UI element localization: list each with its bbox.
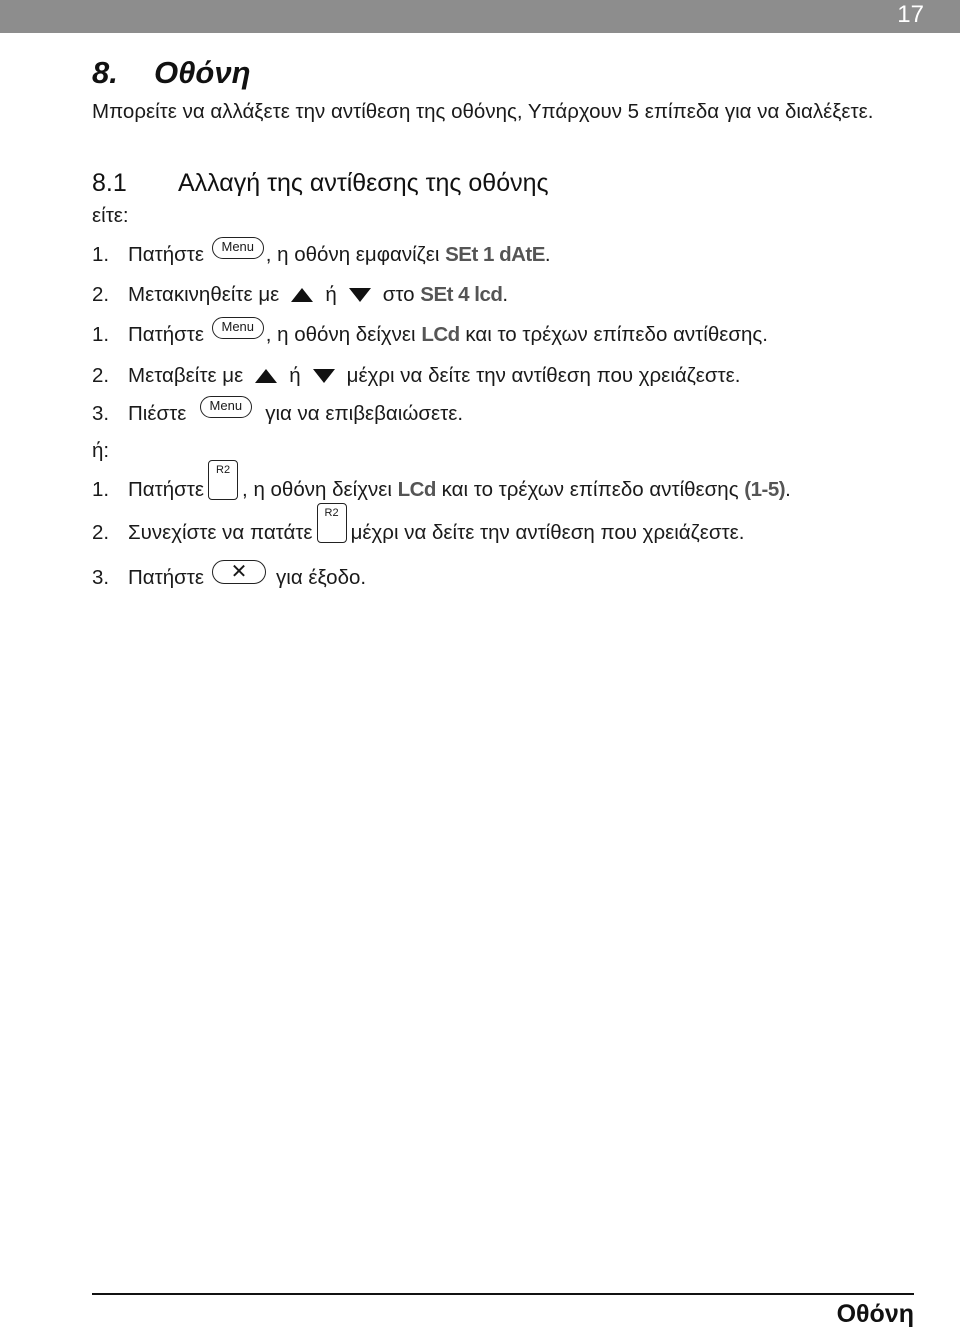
step-number: 1. bbox=[92, 478, 110, 501]
lcd-code: LCd bbox=[397, 478, 436, 501]
step-item bbox=[92, 399, 463, 429]
step-number: 2. bbox=[92, 364, 110, 387]
step-text: Συνεχίστε να πατάτε bbox=[128, 521, 313, 544]
step-text: μέχρι να δείτε την αντίθεση που χρειάζεστε. bbox=[346, 364, 741, 387]
step-text: μέχρι να δείτε την αντίθεση που χρειάζεστε. bbox=[350, 521, 745, 544]
step-text: Πατήστε bbox=[128, 323, 205, 346]
lcd-code: SEt 1 dAtE bbox=[445, 243, 545, 266]
subsection-title: Αλλαγή της αντίθεσης της οθόνης bbox=[178, 169, 549, 197]
step-item bbox=[92, 563, 366, 593]
top-bar bbox=[0, 0, 960, 33]
arrow-up-icon bbox=[291, 288, 313, 302]
lcd-code: (1-5) bbox=[744, 478, 786, 501]
step-text: . bbox=[544, 243, 551, 266]
step-text: ή bbox=[289, 364, 301, 387]
step-text: για να επιβεβαιώσετε. bbox=[265, 402, 464, 425]
arrow-down-icon bbox=[349, 288, 371, 302]
step-item bbox=[92, 507, 745, 548]
lcd-code: SEt 4 lcd bbox=[420, 283, 503, 306]
step-item bbox=[92, 280, 508, 310]
either-label: είτε: bbox=[92, 204, 129, 227]
step-text: Πατήστε bbox=[128, 243, 205, 266]
step-text: . bbox=[502, 283, 509, 306]
footer-divider bbox=[92, 1293, 914, 1295]
arrow-up-icon bbox=[255, 369, 277, 383]
r2-key-icon: R2 bbox=[208, 460, 238, 500]
or-label: ή: bbox=[92, 439, 110, 462]
menu-key-icon: Menu bbox=[212, 317, 264, 339]
subsection-number: 8.1 bbox=[92, 169, 127, 197]
arrow-down-icon bbox=[313, 369, 335, 383]
step-text: , η οθόνη δείχνει bbox=[265, 323, 416, 346]
lcd-code: LCd bbox=[421, 323, 460, 346]
step-text: για έξοδο. bbox=[276, 566, 367, 589]
step-number: 3. bbox=[92, 566, 110, 589]
menu-key-icon: Menu bbox=[212, 237, 264, 259]
step-number: 2. bbox=[92, 521, 110, 544]
step-text: , η οθόνη εμφανίζει bbox=[265, 243, 440, 266]
step-item bbox=[92, 240, 551, 270]
r2-key-icon: R2 bbox=[317, 503, 347, 543]
step-text: . bbox=[785, 478, 791, 501]
footer-title: Οθόνη bbox=[836, 1300, 914, 1328]
step-number: 2. bbox=[92, 283, 110, 306]
intro-paragraph: Μπορείτε να αλλάξετε την αντίθεση της οθόνης, Υπάρχουν 5 επίπεδα για να διαλέξετε. bbox=[92, 100, 874, 123]
step-item bbox=[92, 464, 791, 505]
subsection-heading bbox=[92, 169, 549, 198]
step-text: ή bbox=[325, 283, 337, 306]
step-text: και το τρέχων επίπεδο αντίθεσης bbox=[441, 478, 739, 501]
section-heading bbox=[92, 55, 251, 91]
page-number: 17 bbox=[897, 1, 924, 28]
step-number: 1. bbox=[92, 243, 110, 266]
step-text: Μεταβείτε με bbox=[128, 364, 244, 387]
step-text: Πιέστε bbox=[128, 402, 187, 425]
step-text: Πατήστε bbox=[128, 478, 205, 501]
step-number: 3. bbox=[92, 402, 110, 425]
step-text: Πατήστε bbox=[128, 566, 205, 589]
step-item bbox=[92, 361, 741, 391]
section-title: Οθόνη bbox=[154, 55, 251, 90]
step-text: Μετακινηθείτε με bbox=[128, 283, 280, 306]
exit-key-icon: ✕ bbox=[212, 560, 266, 584]
section-number: 8. bbox=[92, 55, 118, 90]
step-text: και το τρέχων επίπεδο αντίθεσης. bbox=[465, 323, 768, 346]
step-text: , η οθόνη δείχνει bbox=[242, 478, 392, 501]
menu-key-icon: Menu bbox=[200, 396, 252, 418]
step-item bbox=[92, 320, 768, 350]
step-text: στο bbox=[382, 283, 415, 306]
step-number: 1. bbox=[92, 323, 110, 346]
